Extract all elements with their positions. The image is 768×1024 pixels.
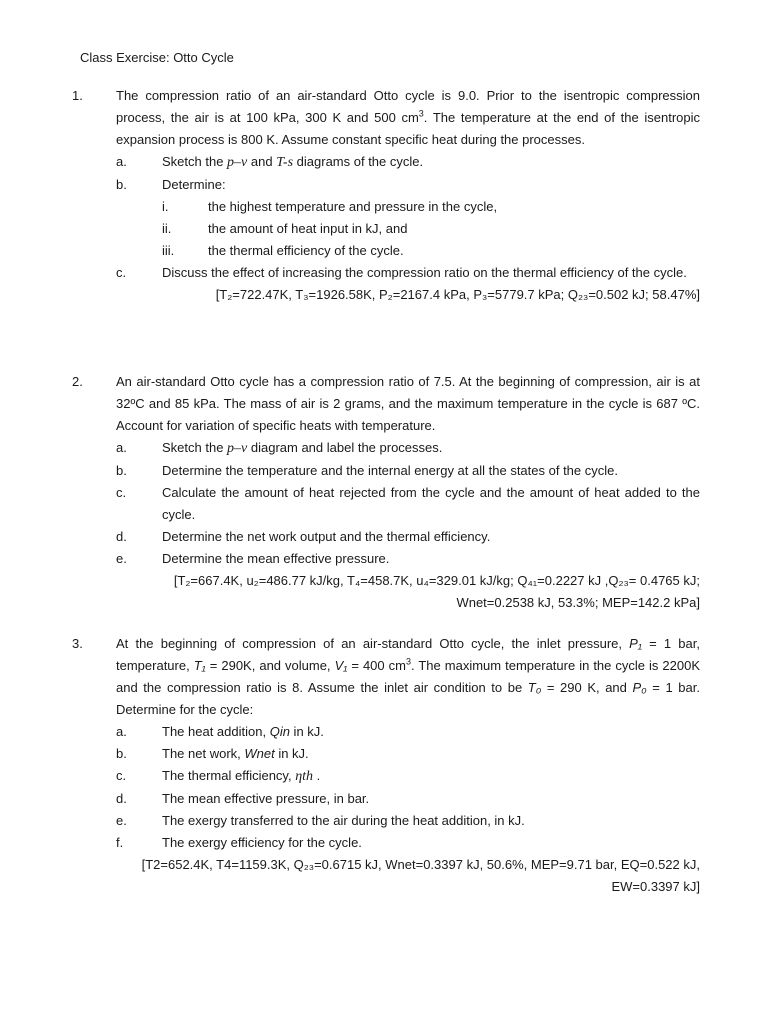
- problem-number: 1.: [72, 88, 83, 103]
- answer-key-line-1: [T2=652.4K, T4=1159.3K, Q₂₃=0.6715 kJ, Wnet=0.3397 kJ, 50.6%, MEP=9.71 bar, EQ=0.522 kJ,: [141, 857, 700, 872]
- answer-key-line-2: EW=0.3397 kJ]: [611, 879, 700, 894]
- question-b: b. Determine the temperature and the internal energy at all the states of the cycle.: [116, 463, 618, 478]
- question-a: a. Sketch the p–v and T-s diagrams of the cycle.: [116, 154, 424, 170]
- problem-3: [72, 633, 700, 898]
- question-b-ii: ii. the amount of heat input in kJ, and: [162, 221, 408, 236]
- question-e: e. Determine the mean effective pressure.: [116, 551, 390, 566]
- question-a: a. Sketch the p–v diagram and label the processes.: [116, 440, 443, 456]
- problem-statement: The compression ratio of an air-standard Otto cycle is 9.0. Prior to the isentropic compression process, the air is at 100 kPa, 300 K and 500 $cm^3$. The temperature at the end of the isentropic expansion process is 800 K. Assume constant specific heat during the processes.: [116, 88, 700, 147]
- question-c: c. The thermal efficiency, ηth .: [116, 768, 321, 784]
- question-b-i: i. the highest temperature and pressure in the cycle,: [162, 199, 498, 214]
- question-b-iii: iii. the thermal efficiency of the cycle.: [162, 243, 404, 258]
- question-b: b. Determine:: [116, 177, 226, 192]
- problem-statement: An air-standard Otto cycle has a compression ratio of 7.5. At the beginning of compression, air is at 32ºC and 85 kPa. The mass of air is 2 grams, and the maximum temperature in the cycle is 687 ºC. Account for variation of specific heats with temperature.: [116, 374, 700, 433]
- problem-number: 2.: [72, 374, 83, 389]
- question-b: b. The net work, Wnet in kJ.: [116, 746, 309, 761]
- problem-1: [72, 85, 700, 306]
- problem-number: 3.: [72, 636, 83, 651]
- answer-key-line-2: Wnet=0.2538 kJ, 53.3%; MEP=142.2 kPa]: [456, 595, 700, 610]
- problem-2: [72, 371, 700, 614]
- question-e: e. The exergy transferred to the air during the heat addition, in kJ.: [116, 813, 525, 828]
- question-c: c. Calculate the amount of heat rejected from the cycle and the amount of heat added to the cycle.: [116, 485, 700, 522]
- page-title: Class Exercise: Otto Cycle: [80, 50, 234, 65]
- problem-statement: At the beginning of compression of an air-standard Otto cycle, the inlet pressure, P₁ = 1 bar, temperature, T₁ = 290K, and volume, V₁ = 400 $cm^3$. The maximum temperature in the cycle is 2200K and the compression ratio is 8. Assume the inlet air condition to be T₀ = 290 K, and P₀ = 1 bar. Determine for the cycle:: [116, 636, 700, 717]
- question-a: a. The heat addition, Qin in kJ.: [116, 724, 324, 739]
- question-d: d. Determine the net work output and the thermal efficiency.: [116, 529, 491, 544]
- question-c: c. Discuss the effect of increasing the compression ratio on the thermal efficiency of the cycle.: [116, 265, 687, 280]
- question-d: d. The mean effective pressure, in bar.: [116, 791, 370, 806]
- question-f: f. The exergy efficiency for the cycle.: [116, 835, 362, 850]
- answer-key-line-1: [T₂=667.4K, u₂=486.77 kJ/kg, T₄=458.7K, u₄=329.01 kJ/kg; Q₄₁=0.2227 kJ ,Q₂₃= 0.4765 kJ;: [173, 573, 700, 588]
- answer-key: [T₂=722.47K, T₃=1926.58K, P₂=2167.4 kPa, P₃=5779.7 kPa; Q₂₃=0.502 kJ; 58.47%]: [215, 287, 700, 302]
